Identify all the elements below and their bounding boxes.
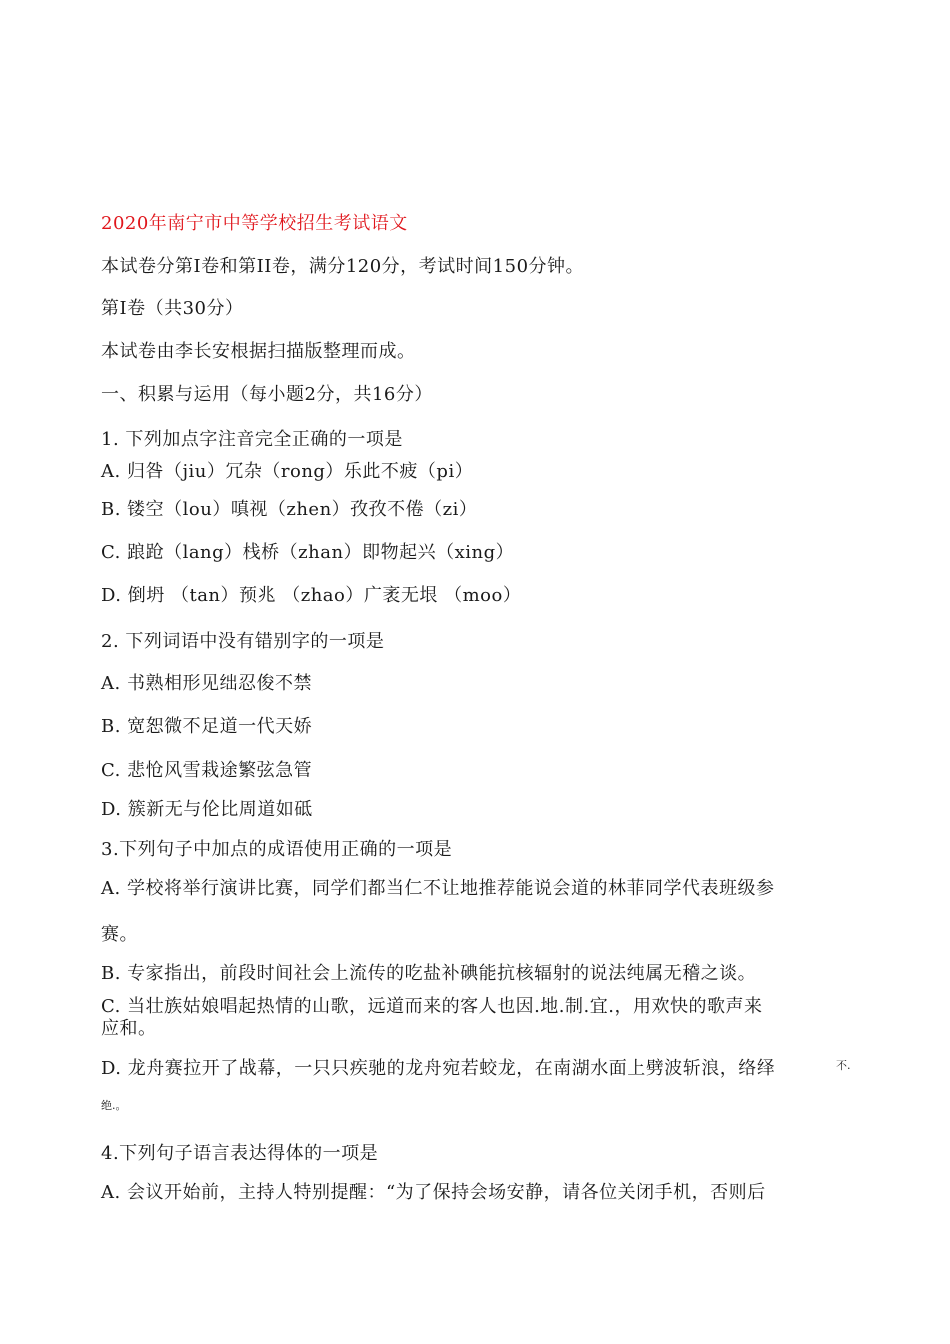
question-2-option-c: C. 悲怆风雪栽途繁弦急管 — [101, 760, 313, 781]
question-2-option-a: A. 书熟相形见绌忍俊不禁 — [101, 673, 312, 694]
question-2-option-b: B. 宽恕微不足道一代天娇 — [101, 716, 313, 737]
question-3-stem: 3.下列句子中加点的成语使用正确的一项是 — [101, 839, 453, 860]
question-1-option-c: C. 踉跄（lang）栈桥（zhan）即物起兴（xing） — [101, 542, 515, 563]
intro-text: 本试卷分第I卷和第II卷，满分120分，考试时间150分钟。 — [101, 256, 585, 277]
note-text: 本试卷由李长安根据扫描版整理而成。 — [101, 341, 416, 362]
question-3-option-a-line1: A. 学校将举行演讲比赛，同学们都当仁不让地推荐能说会道的林菲同学代表班级参 — [101, 878, 775, 899]
question-3-option-d-mark-1: 不. — [836, 1059, 851, 1072]
volume-heading: 第I卷（共30分） — [101, 298, 244, 319]
question-3-option-c-line2: 应和。 — [101, 1018, 157, 1039]
question-3-option-b: B. 专家指出，前段时间社会上流传的吃盐补碘能抗核辐射的说法纯属无稽之谈。 — [101, 963, 757, 984]
question-1-option-b: B. 镂空（lou）嗔视（zhen）孜孜不倦（zi） — [101, 499, 478, 520]
question-1-option-a: A. 归咎（jiu）冗杂（rong）乐此不疲（pi） — [101, 461, 474, 482]
question-1-option-d: D. 倒坍 （tan）预兆 （zhao）广袤无垠 （moo） — [101, 585, 522, 606]
question-3-option-d-mark-2: 绝.。 — [101, 1099, 127, 1112]
question-3-option-d-line1: D. 龙舟赛拉开了战幕，一只只疾驰的龙舟宛若蛟龙，在南湖水面上劈波斩浪，络绎 — [101, 1058, 776, 1079]
question-3-option-a-line2: 赛。 — [101, 924, 138, 945]
page-title: 2020年南宁市中等学校招生考试语文 — [101, 213, 408, 234]
question-2-stem: 2. 下列词语中没有错别字的一项是 — [101, 631, 385, 652]
question-2-option-d: D. 簇新无与伦比周道如砥 — [101, 799, 313, 820]
question-1-stem: 1. 下列加点字注音完全正确的一项是 — [101, 429, 403, 450]
question-4-option-a-line1: A. 会议开始前，主持人特别提醒：“为了保持会场安静，请各位关闭手机，否则后 — [101, 1182, 766, 1203]
question-4-stem: 4.下列句子语言表达得体的一项是 — [101, 1143, 379, 1164]
question-3-option-c-line1: C. 当壮族姑娘唱起热情的山歌，远道而来的客人也因.地.制.宜.，用欢快的歌声来 — [101, 996, 763, 1017]
section-heading: 一、积累与运用（每小题2分，共16分） — [101, 384, 433, 405]
